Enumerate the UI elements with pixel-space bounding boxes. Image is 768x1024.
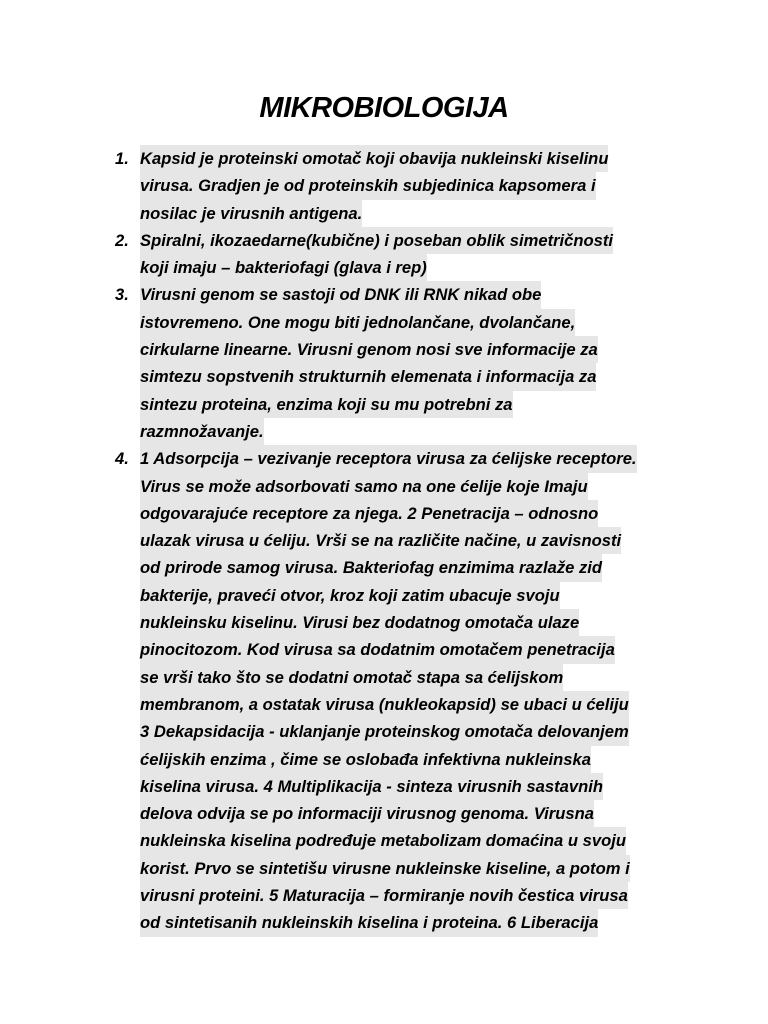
- text-line: koji imaju – bakteriofagi (glava i rep): [140, 254, 427, 281]
- list-item-3: [115, 281, 685, 445]
- list-number: 3.: [115, 285, 129, 305]
- text-line: se vrši tako što se dodatni omotač stapa sa ćelijskom: [140, 664, 563, 691]
- text-line: cirkularne linearne. Virusni genom nosi sve informacije za: [140, 336, 598, 363]
- text-line: od prirode samog virusa. Bakteriofag enzimima razlaže zid: [140, 554, 602, 581]
- list-item-1: [115, 145, 685, 227]
- text-line: istovremeno. One mogu biti jednolančane, dvolančane,: [140, 309, 575, 336]
- text-line: Spiralni, ikozaedarne(kubične) i poseban oblik simetričnosti: [140, 227, 613, 254]
- text-line: od sintetisanih nukleinskih kiselina i proteina. 6 Liberacija: [140, 909, 598, 936]
- text-line: pinocitozom. Kod virusa sa dodatnim omotačem penetracija: [140, 636, 615, 663]
- text-line: 3 Dekapsidacija - uklanjanje proteinskog omotača delovanjem: [140, 718, 629, 745]
- list-number: 4.: [115, 449, 129, 469]
- text-line: delova odvija se po informaciji virusnog genoma. Virusna: [140, 800, 594, 827]
- text-line: 1 Adsorpcija – vezivanje receptora virusa za ćelijske receptore.: [140, 445, 637, 472]
- list-number: 1.: [115, 149, 129, 168]
- text-line: razmnožavanje.: [140, 418, 264, 445]
- text-line: nukleinska kiselina podređuje metabolizam domaćina u svoju: [140, 827, 626, 854]
- text-line: sintezu proteina, enzima koji su mu potrebni za: [140, 391, 513, 418]
- text-line: virusa. Gradjen je od proteinskih subjedinica kapsomera i: [140, 172, 596, 199]
- text-line: simtezu sopstvenih strukturnih elemenata i informacija za: [140, 363, 596, 390]
- text-line: odgovarajuće receptore za njega. 2 Penetracija – odnosno: [140, 500, 598, 527]
- text-line: ćelijskih enzima , čime se oslobađa infektivna nukleinska: [140, 746, 591, 773]
- text-line: Kapsid je proteinski omotač koji obavija nukleinski kiselinu: [140, 145, 608, 172]
- page-title: MIKROBIOLOGIJA: [259, 92, 509, 124]
- list-number: 2.: [115, 230, 129, 250]
- text-line: Virus se može adsorbovati samo na one ćelije koje Imaju: [140, 473, 588, 500]
- text-line: nosilac je virusnih antigena.: [140, 200, 362, 227]
- text-line: virusni proteini. 5 Maturacija – formiranje novih čestica virusa: [140, 882, 628, 909]
- text-line: membranom, a ostatak virusa (nukleokapsid) se ubaci u ćeliju: [140, 691, 629, 718]
- text-line: Virusni genom se sastoji od DNK ili RNK nikad obe: [140, 281, 541, 308]
- list-item-2: [115, 227, 685, 282]
- text-line: bakterije, praveći otvor, kroz koji zatim ubacuje svoju: [140, 582, 560, 609]
- text-line: ulazak virusa u ćeliju. Vrši se na različite načine, u zavisnosti: [140, 527, 621, 554]
- text-line: korist. Prvo se sintetišu virusne nukleinske kiseline, a potom i: [140, 855, 630, 882]
- list-item-4: [115, 445, 685, 936]
- text-line: nukleinsku kiselinu. Virusi bez dodatnog omotača ulaze: [140, 609, 579, 636]
- numbered-list: [115, 145, 685, 937]
- text-line: kiselina virusa. 4 Multiplikacija - sinteza virusnih sastavnih: [140, 773, 603, 800]
